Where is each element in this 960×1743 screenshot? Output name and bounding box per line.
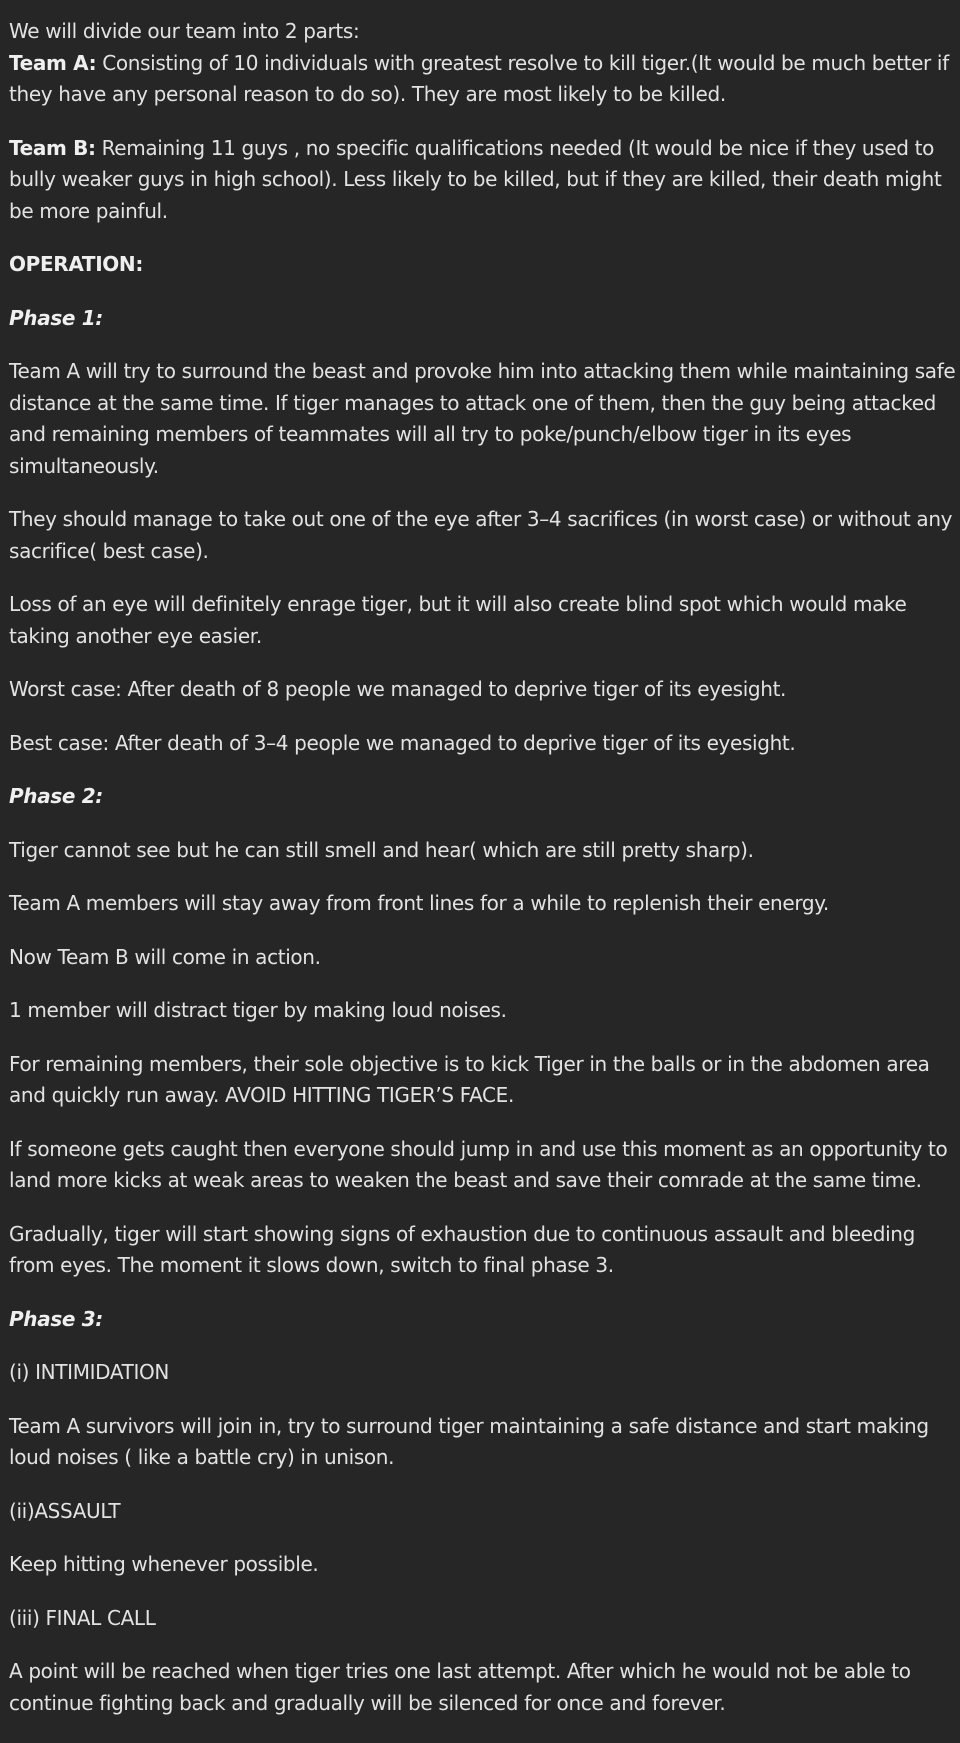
team-b-text: Remaining 11 guys , no specific qualifications needed (It would be nice if they used to bully weaker guys in high school). Less likely to be killed, but if they are killed, their death might be more painful. [9,135,942,223]
phase-1-paragraph: Worst case: After death of 8 people we managed to deprive tiger of its eyesight. [9,677,787,701]
phase-2-paragraph: Now Team B will come in action. [9,944,321,969]
phase-3-subheading-assault: (ii)ASSAULT [9,1498,121,1523]
phase-3-paragraph: A point will be reached when tiger tries one last attempt. After which he would not be able to continue fighting back and gradually will be silenced for once and forever. [9,1659,911,1715]
team-intro-paragraph [9,16,959,111]
phase-3-paragraph: Keep hitting whenever possible. [9,1552,319,1576]
phase-2-paragraph: For remaining members, their sole objective is to kick Tiger in the balls or in the abdomen area and quickly run away. AVOID HITTING TIGER’S FACE. [9,1051,930,1107]
intro-lead: We will divide our team into 2 parts: [9,19,360,43]
phase-2-paragraph: Team A members will stay away from front lines for a while to replenish their energy. [9,891,829,915]
phase-1-paragraph: Team A will try to surround the beast and provoke him into attacking them while maintaining safe distance at the same time. If tiger manages to attack one of them, then the guy being attacked and remaining members of teammates will all try to poke/punch/elbow tiger in its eyes simultaneously. [9,359,956,478]
operation-heading: OPERATION: [9,252,143,276]
team-a-label: Team A: [9,50,97,75]
team-b-paragraph [9,133,959,228]
phase-1-paragraph: Loss of an eye will definitely enrage tiger, but it will also create blind spot which would make taking another eye easier. [9,592,907,648]
team-a-text: Consisting of 10 individuals with greatest resolve to kill tiger.(It would be much better if they have any personal reason to do so). They are most likely to be killed. [9,50,949,106]
phase-3-heading: Phase 3: [9,1306,103,1331]
phase-3-subheading-intimidation: (i) INTIMIDATION [9,1360,170,1384]
team-b-label: Team B: [9,135,96,160]
phase-3-subheading-final-call: (iii) FINAL CALL [9,1605,156,1630]
answer-body [9,16,959,1719]
phase-2-paragraph: Gradually, tiger will start showing signs of exhaustion due to continuous assault and bleeding from eyes. The moment it slows down, switch to final phase 3. [9,1221,915,1277]
phase-2-heading: Phase 2: [9,784,103,808]
phase-3-paragraph: Team A survivors will join in, try to surround tiger maintaining a safe distance and start making loud noises ( like a battle cry) in unison. [9,1413,929,1469]
phase-2-paragraph: Tiger cannot see but he can still smell and hear( which are still pretty sharp). [9,837,754,862]
phase-1-paragraph: Best case: After death of 3–4 people we managed to deprive tiger of its eyesight. [9,730,796,755]
phase-1-paragraph: They should manage to take out one of the eye after 3–4 sacrifices (in worst case) or without any sacrifice( best case). [9,507,953,563]
phase-1-heading: Phase 1: [9,305,103,330]
phase-2-paragraph: 1 member will distract tiger by making loud noises. [9,998,507,1022]
phase-2-paragraph: If someone gets caught then everyone should jump in and use this moment as an opportunity to land more kicks at weak areas to weaken the beast and save their comrade at the same time. [9,1136,948,1192]
